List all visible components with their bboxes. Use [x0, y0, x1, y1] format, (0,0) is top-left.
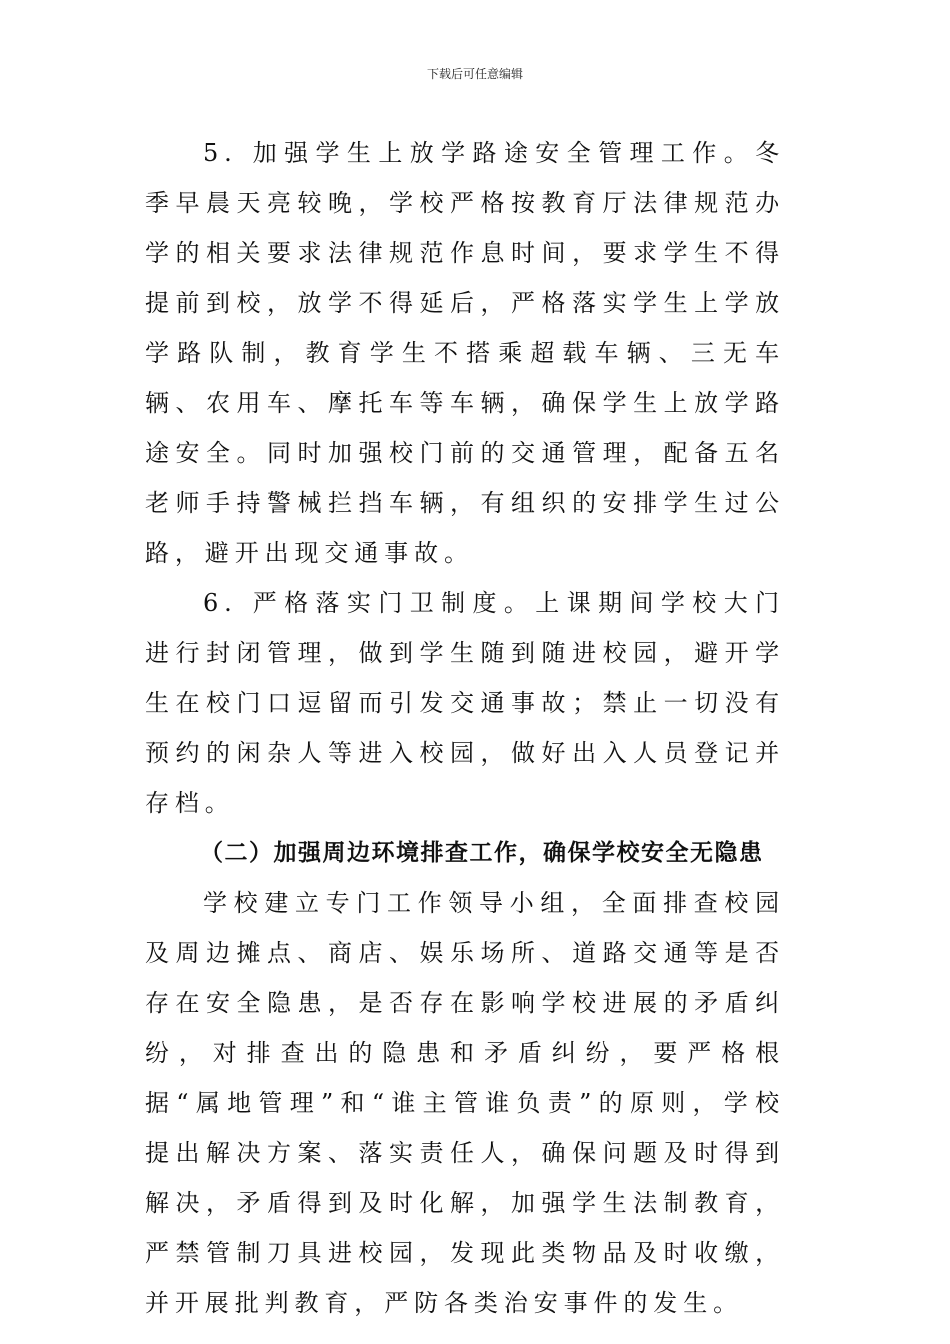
paragraph-item-5: 5. 加强学生上放学路途安全管理工作。冬季早晨天亮较晚，学校严格按教育厅法律规范办学的相关要求法律规范作息时间，要求学生不得提前到校，放学不得延后，严格落实学生上学放学路队制，教育学生不搭乘超载车辆、三无车辆、农用车、摩托车等车辆，确保学生上放学路途安全。同时加强校门前的交通管理，配备五名老师手持警械拦挡车辆，有组织的安排学生过公路，避开出现交通事故。 — [145, 139, 785, 567]
paragraph-inspection: 学校建立专门工作领导小组，全面排查校园及周边摊点、商店、娱乐场所、道路交通等是否存在安全隐患，是否存在影响学校进展的矛盾纠纷，对排查出的隐患和矛盾纠纷，要严格根据“属地管理”和“谁主管谁负责”的原则，学校提出解决方案、落实责任人，确保问题及时得到解决，矛盾得到及时化解，加强学生法制教育，严禁管制刀具进校园，发现此类物品及时收缴，并开展批判教育，严防各类治安事件的发生。 — [145, 889, 785, 1317]
document-body — [145, 128, 785, 1328]
section-heading-2: （二）加强周边环境排查工作，确保学校安全无隐患 — [200, 840, 764, 866]
header-note: 下载后可任意编辑 — [426, 67, 523, 81]
paragraph-item-6: 6. 严格落实门卫制度。上课期间学校大门进行封闭管理，做到学生随到随进校园，避开学生在校门口逗留而引发交通事故；禁止一切没有预约的闲杂人等进入校园，做好出入人员登记并存档。 — [145, 589, 785, 817]
